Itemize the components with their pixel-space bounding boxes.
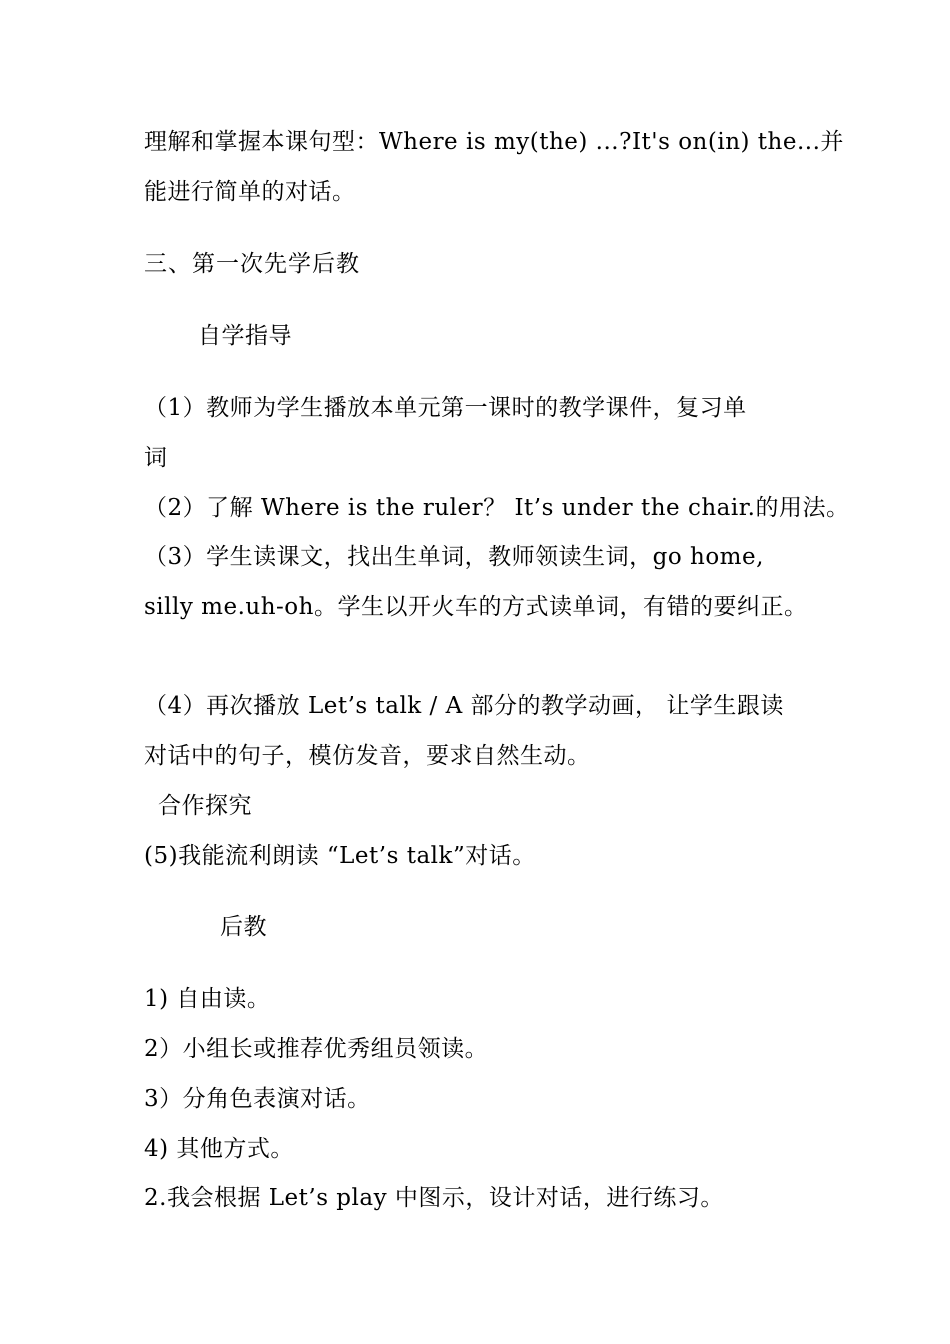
step-3-line-2: silly me.uh-oh。学生以开火车的方式读单词，有错的要纠正。 <box>144 594 808 620</box>
step-1-line-2: 词 <box>144 445 168 471</box>
self-study-title: 自学指导 <box>198 323 292 349</box>
step-2: （2）了解 Where is the ruler？ It’s under the chair.的用法。 <box>144 495 850 521</box>
objective-line-2: 能进行简单的对话。 <box>144 179 356 205</box>
step-4-line-2: 对话中的句子，模仿发音，要求自然生动。 <box>144 743 591 769</box>
section-heading: 三、第一次先学后教 <box>144 251 360 277</box>
step-1-line-1: （1）教师为学生播放本单元第一课时的教学课件，复习单 <box>144 395 747 421</box>
step-4-line-1: （4）再次播放 Let’s talk / A 部分的教学动画， 让学生跟读 <box>144 693 784 719</box>
teach-after-title: 后教 <box>220 914 267 940</box>
item-2: 2）小组长或推荐优秀组员领读。 <box>144 1036 489 1062</box>
step-3-line-1: （3）学生读课文，找出生单词，教师领读生词，go home, <box>144 544 764 570</box>
cooperate-title: 合作探究 <box>158 793 252 819</box>
item-1: 1) 自由读。 <box>144 986 271 1012</box>
objective-line-1: 理解和掌握本课句型：Where is my(the) ...?It's on(in) the...并 <box>144 129 844 155</box>
item-4: 4) 其他方式。 <box>144 1136 294 1162</box>
item-5: 2.我会根据 Let’s play 中图示，设计对话，进行练习。 <box>144 1185 724 1211</box>
item-3: 3）分角色表演对话。 <box>144 1086 371 1112</box>
step-5: (5)我能流利朗读 “Let’s talk”对话。 <box>144 843 536 869</box>
